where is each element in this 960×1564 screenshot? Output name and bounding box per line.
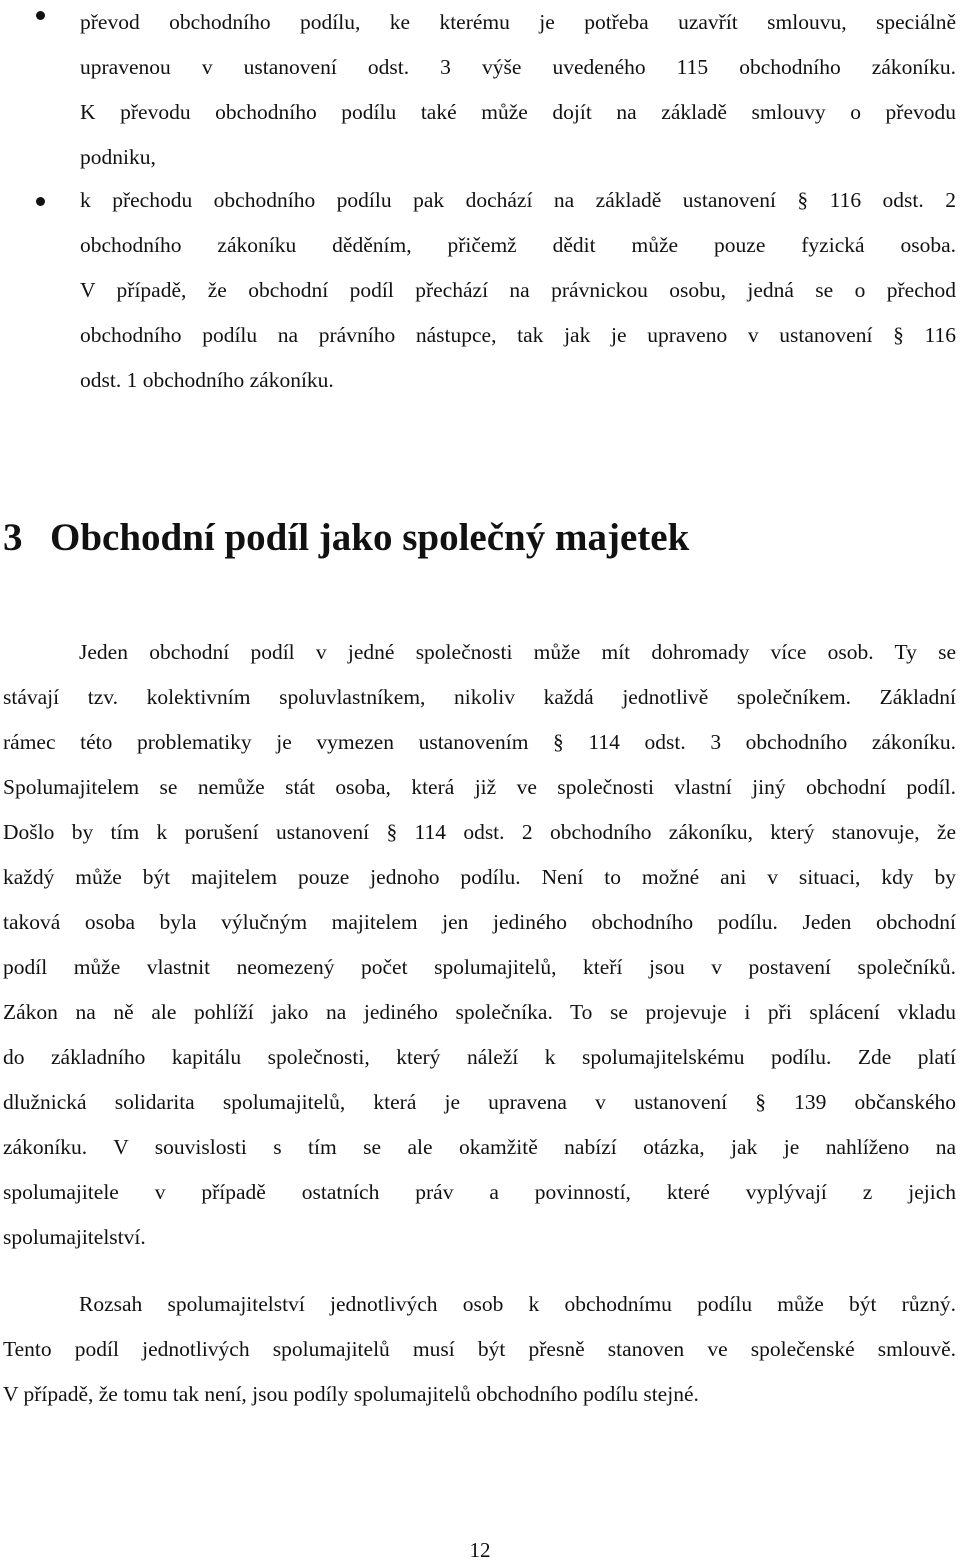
text-line: Jeden obchodní podíl v jedné společnosti může mít dohromady více osob. Ty se <box>79 640 956 664</box>
text-line: spolumajitele v případě ostatních práv a povinností, které vyplývají z jejich <box>3 1180 956 1204</box>
text-line: každý může být majitelem pouze jednoho podílu. Není to možné ani v situaci, kdy by <box>3 865 956 889</box>
text-line: k přechodu obchodního podílu pak dochází na základě ustanovení § 116 odst. 2 <box>80 188 956 212</box>
text-line: podíl může vlastnit neomezený počet spolumajitelů, kteří jsou v postavení společníků. <box>3 955 956 979</box>
text-line: V případě, že tomu tak není, jsou podíly spolumajitelů obchodního podílu stejné. <box>3 1382 699 1406</box>
text-line: taková osoba byla výlučným majitelem jen jediného obchodního podílu. Jeden obchodní <box>3 910 956 934</box>
section-heading <box>3 510 689 566</box>
paragraph <box>3 630 956 1260</box>
text-line: dlužnická solidarita spolumajitelů, která je upravena v ustanovení § 139 občanského <box>3 1090 956 1114</box>
bullet-item-transfer <box>0 0 956 180</box>
text-line: obchodního zákoníku děděním, přičemž dědit může pouze fyzická osoba. <box>80 233 956 257</box>
text-line: převod obchodního podílu, ke kterému je potřeba uzavřít smlouvu, speciálně <box>80 10 956 34</box>
section-number: 3 <box>3 516 23 559</box>
text-line: Spolumajitelem se nemůže stát osoba, která již ve společnosti vlastní jiný obchodní podíl. <box>3 775 956 799</box>
bullet-dot <box>36 197 45 206</box>
text-line: odst. 1 obchodního zákoníku. <box>80 368 334 392</box>
paragraph <box>3 1282 956 1417</box>
text-line: podniku, <box>80 145 156 169</box>
text-line: zákoníku. V souvislosti s tím se ale okamžitě nabízí otázka, jak je nahlíženo na <box>3 1135 956 1159</box>
text-line: spolumajitelství. <box>3 1225 146 1249</box>
section-title: Obchodní podíl jako společný majetek <box>50 516 690 559</box>
text-line: V případě, že obchodní podíl přechází na právnickou osobu, jedná se o přechod <box>80 278 956 302</box>
text-line: Zákon na ně ale pohlíží jako na jediného společníka. To se projevuje i při splácení vkladu <box>3 1000 956 1024</box>
text-line: K převodu obchodního podílu také může dojít na základě smlouvy o převodu <box>80 100 956 124</box>
text-line: upravenou v ustanovení odst. 3 výše uvedeného 115 obchodního zákoníku. <box>80 55 956 79</box>
text-line: Došlo by tím k porušení ustanovení § 114 odst. 2 obchodního zákoníku, který stanovuje, že <box>3 820 956 844</box>
bullet-item-succession <box>0 178 956 403</box>
text-line: obchodního podílu na právního nástupce, tak jak je upraveno v ustanovení § 116 <box>80 323 956 347</box>
text-line: do základního kapitálu společnosti, který náleží k spolumajitelskému podílu. Zde platí <box>3 1045 956 1069</box>
text-line: Rozsah spolumajitelství jednotlivých osob k obchodnímu podílu může být různý. <box>79 1292 956 1316</box>
text-line: stávají tzv. kolektivním spoluvlastníkem, nikoliv každá jednotlivě společníkem. Základní <box>3 685 956 709</box>
text-line: Tento podíl jednotlivých spolumajitelů musí být přesně stanoven ve společenské smlouvě. <box>3 1337 956 1361</box>
text-line: rámec této problematiky je vymezen ustanovením § 114 odst. 3 obchodního zákoníku. <box>3 730 956 754</box>
page-number: 12 <box>469 1538 491 1562</box>
bullet-dot <box>36 11 45 20</box>
bullet-list <box>0 0 960 403</box>
